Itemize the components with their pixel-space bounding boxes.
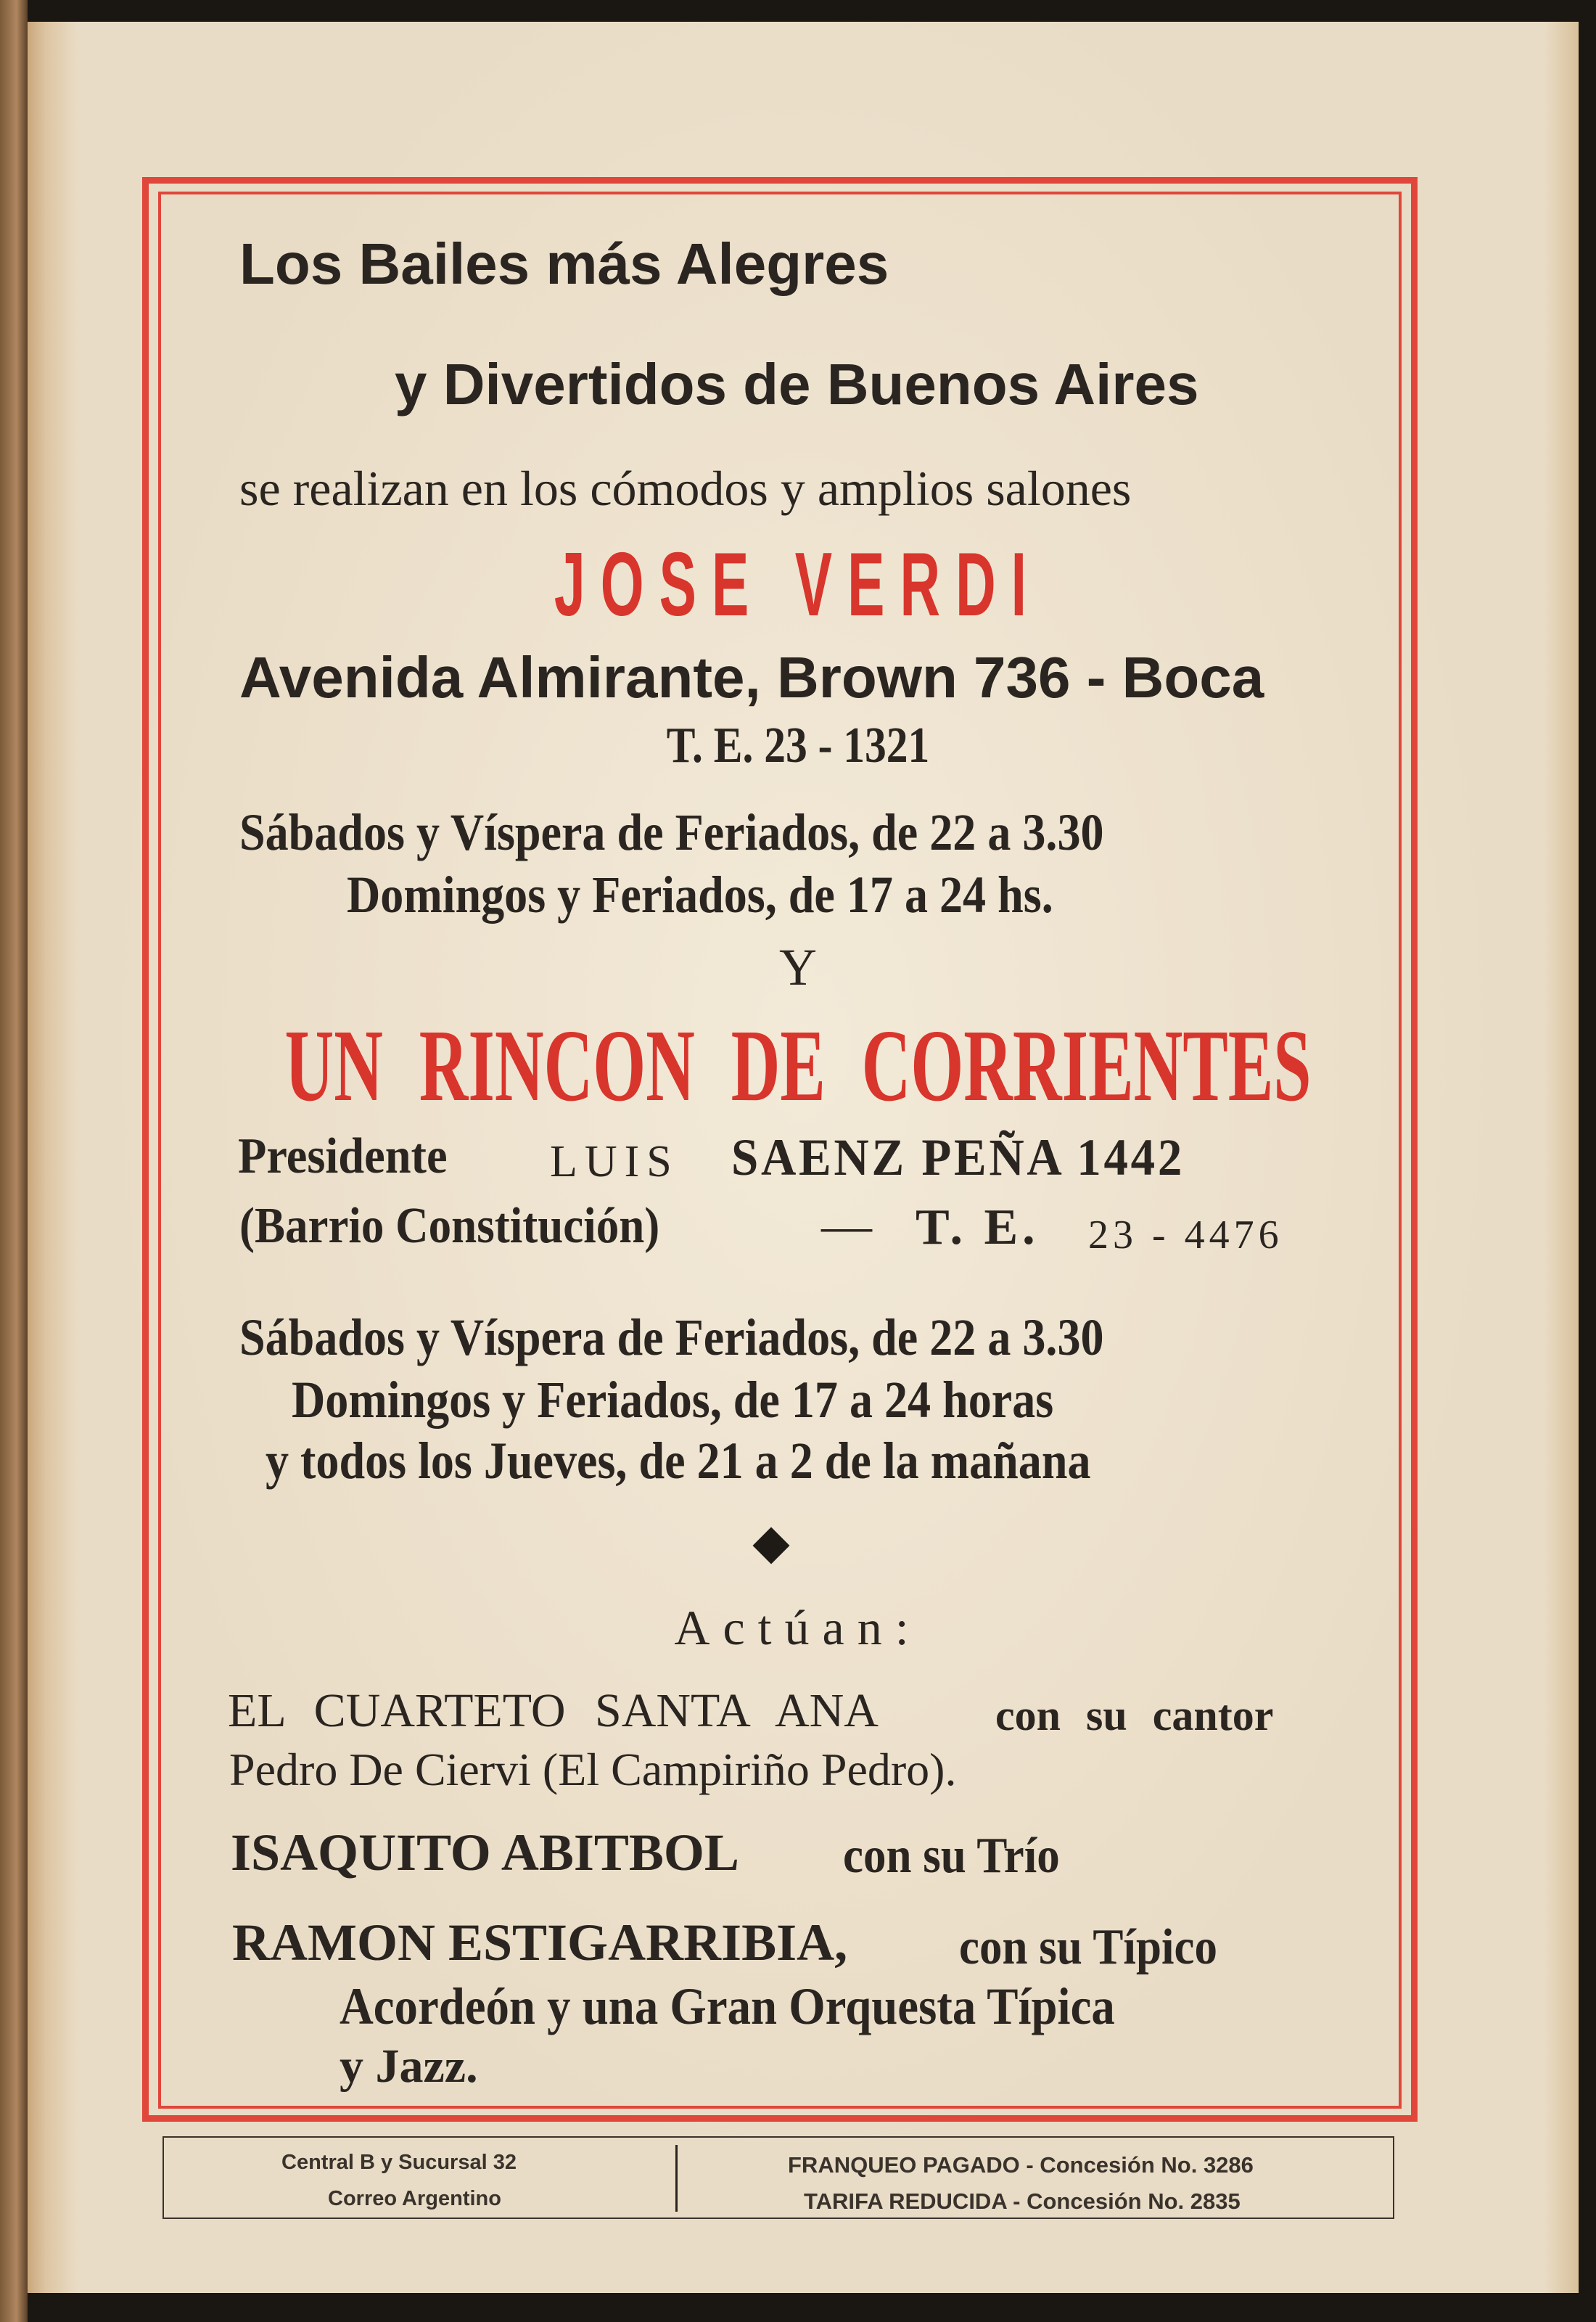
headline-line-1: Los Bailes más Alegres xyxy=(239,231,889,296)
performers-heading: Actúan: xyxy=(674,1600,922,1655)
headline-line-2: y Divertidos de Buenos Aires xyxy=(395,352,1199,417)
connector-y: Y xyxy=(779,938,817,996)
venue2-address-mid: LUIS xyxy=(550,1137,679,1186)
postal-left-line-2: Correo Argentino xyxy=(328,2187,501,2210)
act3-rest: con su Típico xyxy=(959,1919,1217,1975)
binding-edge xyxy=(0,0,28,2322)
venue2-phone-number: 23 - 4476 xyxy=(1088,1213,1283,1258)
venue2-hours-2: Domingos y Feriados, de 17 a 24 horas xyxy=(292,1371,1054,1429)
venue1-address: Avenida Almirante, Brown 736 - Boca xyxy=(239,645,1264,710)
venue2-hours-1: Sábados y Víspera de Feriados, de 22 a 3.30 xyxy=(239,1308,1104,1366)
act2-name: ISAQUITO ABITBOL xyxy=(231,1823,739,1882)
venue2-phone-label: T. E. xyxy=(916,1199,1040,1255)
venue2-address-main: SAENZ PEÑA 1442 xyxy=(731,1128,1185,1186)
act2-rest: con su Trío xyxy=(843,1828,1060,1884)
postal-right-line-1: FRANQUEO PAGADO - Concesión No. 3286 xyxy=(788,2152,1254,2178)
headline-line-3: se realizan en los cómodos y amplios salones xyxy=(239,461,1132,516)
venue1-phone: T. E. 23 - 1321 xyxy=(666,718,930,774)
venue1-hours-2: Domingos y Feriados, de 17 a 24 hs. xyxy=(347,866,1053,924)
act1-line-2: Pedro De Ciervi (El Campiriño Pedro). xyxy=(229,1744,957,1795)
venue1-name: JOSE VERDI xyxy=(554,535,1042,635)
act3-line-3: y Jazz. xyxy=(340,2040,478,2093)
act3-line-2: Acordeón y una Gran Orquesta Típica xyxy=(340,1977,1115,2035)
postal-right-line-2: TARIFA REDUCIDA - Concesión No. 2835 xyxy=(804,2188,1241,2214)
postal-divider xyxy=(675,2145,678,2212)
venue2-hours-3: y todos los Jueves, de 21 a 2 de la mañana xyxy=(266,1432,1091,1490)
postal-left-line-1: Central B y Sucursal 32 xyxy=(281,2151,517,2174)
venue2-name: UN RINCON DE CORRIENTES xyxy=(284,1008,1312,1123)
act3-name: RAMON ESTIGARRIBIA, xyxy=(232,1913,848,1972)
venue2-address-prefix: Presidente xyxy=(238,1128,448,1184)
act1-name: EL CUARTETO SANTA ANA xyxy=(228,1684,879,1737)
venue2-dash: — xyxy=(821,1198,872,1254)
venue2-district: (Barrio Constitución) xyxy=(239,1198,660,1254)
venue1-hours-1: Sábados y Víspera de Feriados, de 22 a 3.30 xyxy=(239,803,1104,861)
act1-rest: con su cantor xyxy=(995,1691,1274,1739)
